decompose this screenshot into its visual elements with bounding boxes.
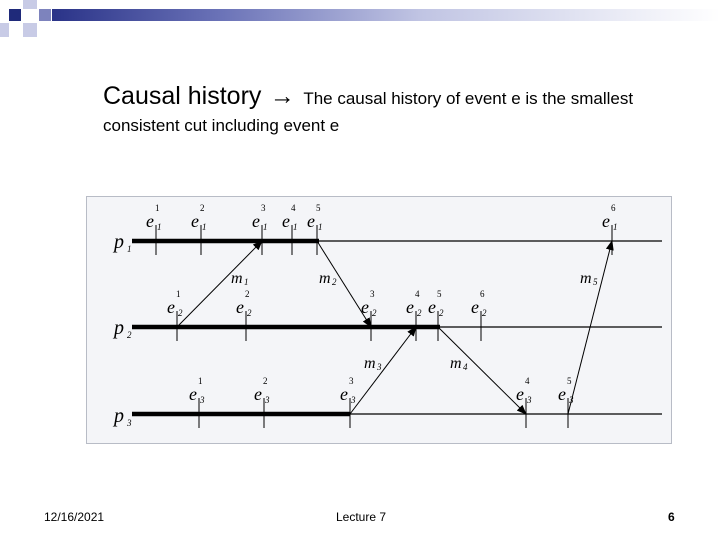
diagram-background <box>87 197 672 444</box>
corner-square-1 <box>9 9 21 21</box>
event-sub: 1 <box>318 222 323 232</box>
title-main: Causal history <box>103 82 262 110</box>
footer-lecture: Lecture 7 <box>336 510 387 524</box>
header-bar <box>52 9 720 21</box>
event-sup: 2 <box>200 203 205 213</box>
event-label: e <box>252 211 260 231</box>
event-label: e <box>167 297 175 317</box>
message-label-4: m <box>450 355 462 372</box>
event-sup: 6 <box>480 289 485 299</box>
page-number: 6 <box>668 510 675 524</box>
event-sup: 1 <box>155 203 160 213</box>
event-label: e <box>189 384 197 404</box>
event-sup: 3 <box>261 203 266 213</box>
event-sub: 1 <box>293 222 298 232</box>
event-sub: 3 <box>569 395 574 405</box>
process-label-p3: p <box>114 405 124 427</box>
event-sub: 2 <box>482 308 487 318</box>
message-label-2: m <box>319 270 331 287</box>
event-sup: 2 <box>245 289 250 299</box>
process-label-p2: p <box>114 317 124 339</box>
event-sup: 3 <box>349 376 354 386</box>
message-sub-2: 2 <box>332 277 337 287</box>
event-sup: 4 <box>291 203 296 213</box>
event-sub: 3 <box>200 395 205 405</box>
event-sub: 2 <box>372 308 377 318</box>
event-sub: 3 <box>527 395 532 405</box>
event-sub: 2 <box>247 308 252 318</box>
event-label: e <box>516 384 524 404</box>
event-sup: 4 <box>415 289 420 299</box>
event-sup: 3 <box>370 289 375 299</box>
event-sup: 1 <box>176 289 181 299</box>
event-sub: 1 <box>263 222 268 232</box>
process-sub-p1: 1 <box>127 244 132 254</box>
event-label: e <box>282 211 290 231</box>
process-sub-p2: 2 <box>127 330 132 340</box>
title-rest: The causal history of event e is the smallest <box>303 89 634 108</box>
event-label: e <box>307 211 315 231</box>
event-sup: 5 <box>567 376 572 386</box>
event-label: e <box>236 297 244 317</box>
message-sub-1: 1 <box>244 277 249 287</box>
event-sub: 2 <box>178 308 183 318</box>
event-sub: 2 <box>417 308 422 318</box>
event-sub: 3 <box>351 395 356 405</box>
event-label: e <box>146 211 154 231</box>
arrow-right-icon: → <box>269 82 295 110</box>
slide-title <box>103 82 633 111</box>
footer-date: 12/16/2021 <box>44 510 105 524</box>
event-label: e <box>558 384 566 404</box>
event-label: e <box>340 384 348 404</box>
event-sup: 2 <box>263 376 268 386</box>
event-label: e <box>361 297 369 317</box>
event-sup: 6 <box>611 203 616 213</box>
message-label-1: m <box>231 270 243 287</box>
event-label: e <box>602 211 610 231</box>
corner-square-3 <box>0 23 9 37</box>
process-sub-p3: 3 <box>127 418 132 428</box>
event-label: e <box>406 297 414 317</box>
corner-square-2 <box>23 0 37 9</box>
event-sub: 1 <box>157 222 162 232</box>
event-label: e <box>191 211 199 231</box>
event-label: e <box>471 297 479 317</box>
message-sub-4: 4 <box>463 362 468 372</box>
process-label-p1: p <box>114 231 124 253</box>
message-sub-5: 5 <box>593 277 598 287</box>
message-label-3: m <box>364 355 376 372</box>
event-sup: 4 <box>525 376 530 386</box>
event-sub: 1 <box>613 222 618 232</box>
event-label: e <box>428 297 436 317</box>
corner-square-5 <box>39 9 51 21</box>
event-sup: 5 <box>437 289 442 299</box>
event-sup: 5 <box>316 203 321 213</box>
event-sub: 3 <box>265 395 270 405</box>
title-line-2: consistent cut including event e <box>103 116 340 135</box>
event-sup: 1 <box>198 376 203 386</box>
causal-history-diagram <box>86 196 672 444</box>
event-sub: 1 <box>202 222 207 232</box>
message-sub-3: 3 <box>377 362 382 372</box>
message-label-5: m <box>580 270 592 287</box>
event-sub: 2 <box>439 308 444 318</box>
event-label: e <box>254 384 262 404</box>
corner-square-4 <box>23 23 37 37</box>
